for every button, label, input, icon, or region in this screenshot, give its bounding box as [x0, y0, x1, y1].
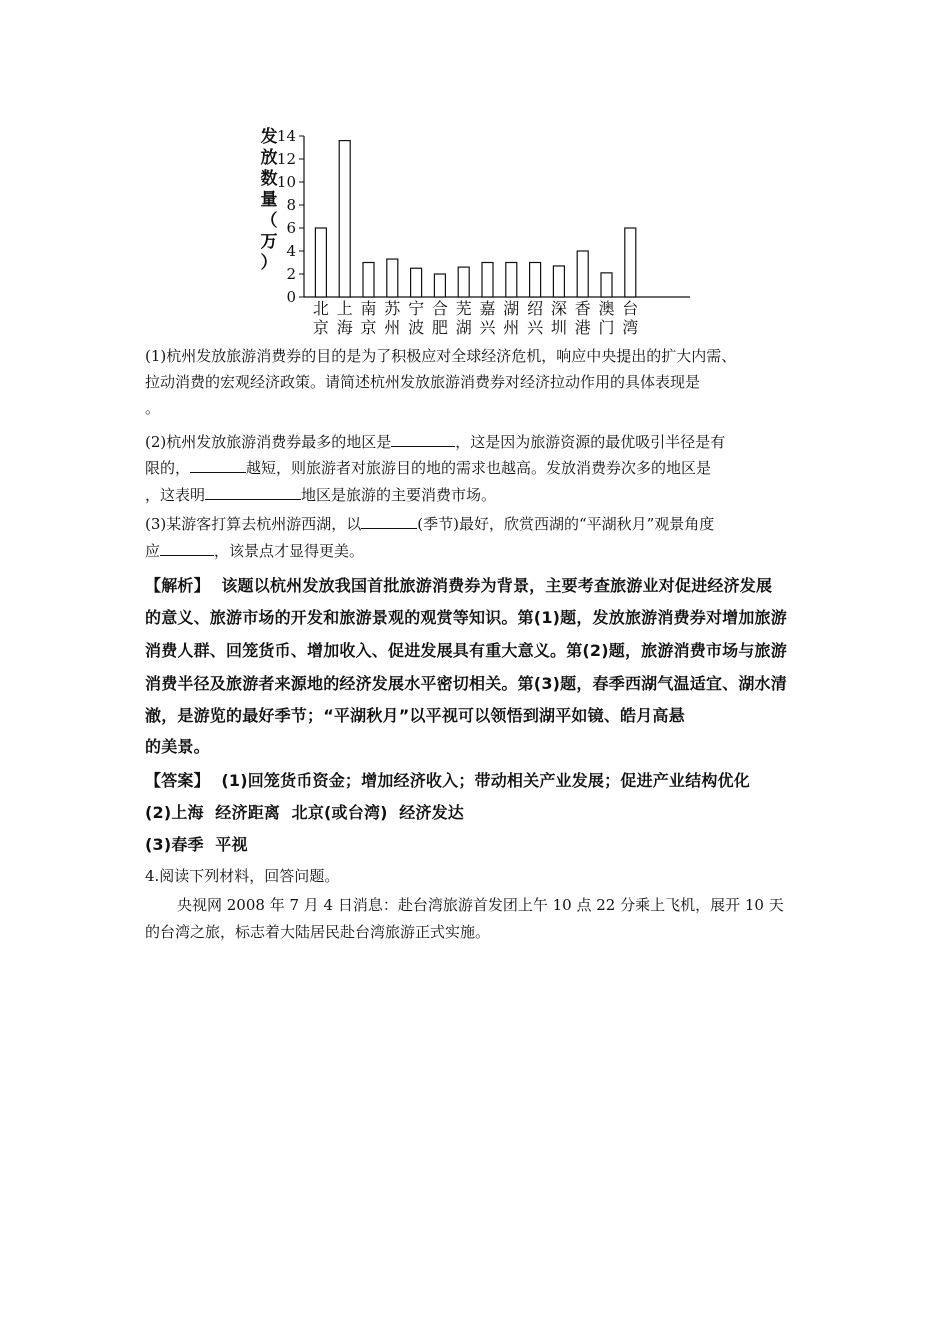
x-tick-label: 深	[550, 299, 567, 318]
bar-台湾	[625, 228, 636, 297]
analysis-line-6: 的美景。	[145, 737, 210, 756]
bar-苏州	[387, 259, 398, 297]
answer-line-3: (3)春季 平视	[145, 835, 248, 854]
answer-line-2: (2)上海 经济距离 北京(或台湾) 经济发达	[145, 803, 465, 822]
bar-上海	[339, 141, 350, 297]
analysis-label: 【解析】	[145, 576, 210, 595]
q2-text-1a: (2)杭州发放旅游消费券最多的地区是	[145, 433, 392, 451]
y-tick-label: 10	[276, 173, 296, 191]
x-tick-label: 港	[574, 318, 591, 337]
x-tick-label: 宁	[408, 299, 425, 318]
x-tick-label: 肥	[431, 318, 448, 337]
x-tick-label: 合	[431, 299, 448, 318]
answer-label: 【答案】	[145, 771, 210, 790]
q3-text-2a: 应	[145, 542, 161, 560]
x-tick-label: 京	[312, 318, 329, 337]
q2-text-3a: ，这表明	[145, 486, 206, 504]
x-tick-label: 澳	[598, 299, 615, 318]
q1-line-3: 。	[145, 399, 161, 417]
q4-material-line-1: 央视网 2008 年 7 月 4 日消息：赴台湾旅游首发团上午 10 点 22 分乘上飞机，展开 10 天	[177, 896, 784, 914]
q2-text-3b: 地区是旅游的主要消费市场。	[301, 486, 497, 504]
q2-line-1	[145, 430, 725, 452]
x-tick-label: 州	[384, 318, 401, 337]
answer-blank-2[interactable]	[190, 456, 246, 473]
q3-text-2b: ，该景点才显得更美。	[214, 542, 365, 560]
y-axis-label-char: 万	[260, 232, 278, 252]
x-tick-label: 香	[574, 299, 591, 318]
answer-blank-3[interactable]	[205, 483, 301, 500]
bar-芜湖	[458, 267, 469, 297]
q2-text-1b: ，这是因为旅游资源的最优吸引半径是有	[455, 433, 726, 451]
y-axis-label-char: 量	[260, 190, 278, 210]
x-tick-label: 台	[622, 299, 639, 318]
bar-北京	[315, 228, 326, 297]
y-tick-label: 4	[286, 242, 296, 260]
x-tick-label: 京	[360, 318, 377, 337]
q3-text-1b: (季节)最好，欣赏西湖的“平湖秋月”观景角度	[417, 515, 715, 533]
q1-line-1: (1)杭州发放旅游消费券的目的是为了积极应对全球经济危机，响应中央提出的扩大内需、	[145, 347, 737, 365]
y-tick-label: 14	[276, 127, 296, 145]
answer-blank-1[interactable]	[391, 430, 455, 447]
answer-line-1	[145, 770, 750, 792]
answer-blank-5[interactable]	[160, 539, 214, 556]
bar-嘉兴	[482, 263, 493, 298]
y-tick-label: 0	[286, 288, 296, 306]
x-tick-label: 圳	[550, 318, 567, 337]
bar-chart	[250, 120, 710, 340]
y-axis-label-char: 放	[260, 148, 278, 168]
bar-绍兴	[530, 263, 541, 298]
bar-合肥	[434, 274, 445, 297]
x-tick-label: 苏	[384, 299, 401, 318]
bar-宁波	[411, 268, 422, 297]
x-tick-label: 芜	[455, 299, 472, 318]
q2-line-3	[145, 483, 496, 505]
q3-text-1a: (3)某游客打算去杭州游西湖，以	[145, 515, 362, 533]
analysis-line-1	[145, 575, 772, 597]
y-axis-label-char: 数	[260, 169, 278, 189]
analysis-line-4: 消费半径及旅游者来源地的经济发展水平密切相关。第(3)题，春季西湖气温适宜、湖水清	[145, 674, 787, 693]
q4-title: 4.阅读下列材料，回答问题。	[145, 867, 340, 885]
y-axis-label-char: ）	[260, 253, 278, 273]
bar-南京	[363, 263, 374, 298]
bar-香港	[577, 251, 588, 297]
q3-line-2	[145, 539, 364, 561]
x-tick-label: 北	[312, 299, 329, 318]
x-tick-label: 绍	[527, 299, 544, 318]
x-tick-label: 南	[360, 299, 377, 318]
analysis-line-3: 消费人群、回笼货币、增加收入、促进发展具有重大意义。第(2)题，旅游消费市场与旅游	[145, 641, 787, 660]
q2-text-2b: 越短，则旅游者对旅游目的地的需求也越高。发放消费券次多的地区是	[246, 459, 712, 477]
x-tick-label: 嘉	[479, 299, 496, 318]
y-tick-label: 6	[286, 219, 296, 237]
y-tick-label: 12	[276, 150, 296, 168]
q3-line-1	[145, 512, 714, 534]
q2-text-2a: 限的，	[145, 459, 191, 477]
x-tick-label: 门	[598, 318, 615, 337]
x-tick-label: 湖	[455, 318, 472, 337]
x-tick-label: 兴	[527, 318, 544, 337]
y-axis-label-char: （	[260, 211, 278, 231]
y-axis-label-char: 发	[260, 127, 278, 147]
q1-line-2: 拉动消费的宏观经济政策。请简述杭州发放旅游消费券对经济拉动作用的具体表现是	[145, 373, 701, 391]
x-tick-label: 兴	[479, 318, 496, 337]
x-tick-label: 波	[408, 318, 425, 337]
x-tick-label: 湖	[503, 299, 520, 318]
x-tick-label: 湾	[622, 318, 639, 337]
bar-湖州	[506, 263, 517, 298]
answer-text-1: (1)回笼货币资金；增加经济收入；带动相关产业发展；促进产业结构优化	[221, 771, 750, 790]
x-tick-label: 州	[503, 318, 520, 337]
q2-line-2	[145, 456, 711, 478]
analysis-line-5: 澈，是游览的最好季节；“平湖秋月”以平视可以领悟到湖平如镜、皓月高悬	[145, 706, 685, 725]
x-tick-label: 上	[336, 299, 353, 318]
analysis-text-1: 该题以杭州发放我国首批旅游消费券为背景，主要考查旅游业对促进经济发展	[221, 576, 773, 595]
bar-深圳	[553, 266, 564, 297]
bar-澳门	[601, 273, 612, 297]
x-tick-label: 海	[336, 318, 353, 337]
q4-material-line-2: 的台湾之旅，标志着大陆居民赴台湾旅游正式实施。	[145, 923, 491, 941]
y-tick-label: 8	[286, 196, 296, 214]
y-tick-label: 2	[286, 265, 296, 283]
analysis-line-2: 的意义、旅游市场的开发和旅游景观的观赏等知识。第(1)题，发放旅游消费券对增加旅游	[145, 608, 787, 627]
answer-blank-4[interactable]	[361, 512, 417, 529]
